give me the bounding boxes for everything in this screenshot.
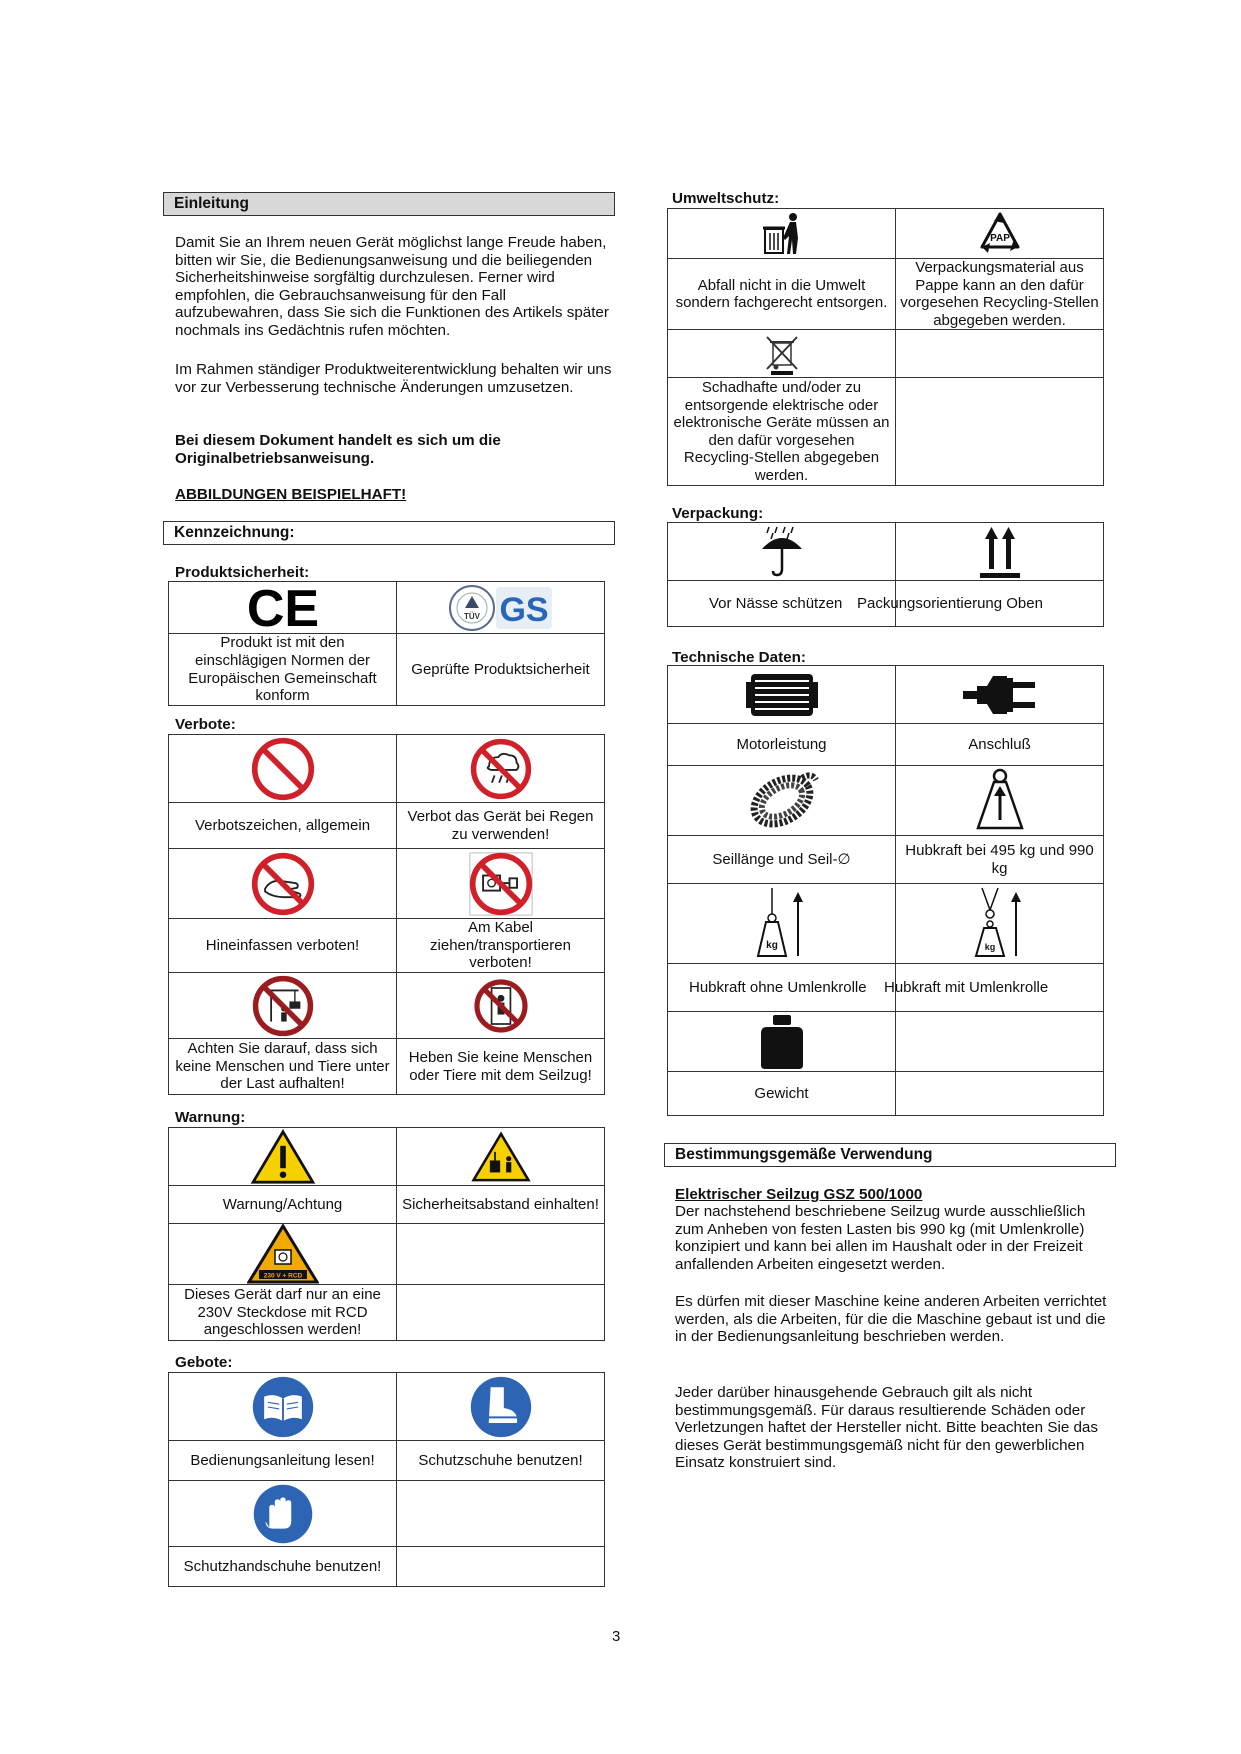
warnung-label: Warnung: xyxy=(175,1109,246,1126)
gs-caption: Geprüfte Produktsicherheit xyxy=(397,634,605,706)
tuv-text: TÜV xyxy=(463,611,480,621)
abbildungen-note: ABBILDUNGEN BEISPIELHAFT! xyxy=(175,486,407,503)
verbot-kabel-cell xyxy=(397,849,605,919)
warnung-rcd-cell xyxy=(169,1224,397,1285)
oben-caption xyxy=(857,581,1104,627)
gs-text: GS xyxy=(498,590,549,629)
verbot-general-caption: Verbotszeichen, allgemein xyxy=(169,803,397,849)
gebote-table xyxy=(168,1372,605,1587)
mit-umlenkrolle-text: Hubkraft mit Umlenkrolle xyxy=(884,978,1049,996)
verpackung-label: Verpackung: xyxy=(672,505,764,522)
umweltschutz-table xyxy=(667,208,1104,486)
gebot-handschuhe-caption: Schutzhandschuhe benutzen! xyxy=(169,1547,397,1587)
seil-caption: Seillänge und Seil-∅ xyxy=(668,836,896,884)
technische-daten-table xyxy=(667,665,1104,1116)
no-rain-icon xyxy=(469,737,533,801)
kg-label-1: kg xyxy=(765,939,778,951)
protective-gloves-icon xyxy=(251,1482,315,1546)
ohne-umlenkrolle-caption xyxy=(668,964,896,1012)
motor-caption: Motorleistung xyxy=(668,724,896,766)
warnung-abstand-caption: Sicherheitsabstand einhalten! xyxy=(397,1186,605,1224)
verbot-seilzug-caption: Heben Sie keine Menschen oder Tiere mit dem Seilzug! xyxy=(397,1039,605,1095)
hoist-without-pulley-icon xyxy=(752,886,812,962)
umwelt-empty-cell xyxy=(896,330,1104,378)
gewicht-caption: Gewicht xyxy=(668,1072,896,1116)
warnung-general-caption: Warnung/Achtung xyxy=(169,1186,397,1224)
weight-icon xyxy=(759,1013,805,1071)
gewicht-cell xyxy=(668,1012,896,1072)
einleitung-title: Einleitung xyxy=(174,195,249,212)
bestimmung-subtitle: Elektrischer Seilzug GSZ 500/1000 xyxy=(675,1186,923,1203)
verbot-unter-last-cell xyxy=(169,973,397,1039)
gs-cell xyxy=(397,582,605,634)
technische-daten-label: Technische Daten: xyxy=(672,649,806,666)
verbote-table xyxy=(168,734,605,1095)
ce-mark-icon xyxy=(233,584,333,632)
lifting-force-icon xyxy=(972,768,1028,834)
mit-umlenkrolle-caption xyxy=(884,964,1104,1012)
verbot-unter-last-caption: Achten Sie darauf, dass sich keine Menschen und Tiere unter der Last aufhalten! xyxy=(169,1039,397,1095)
gebote-label: Gebote: xyxy=(175,1354,233,1371)
warnung-empty-caption xyxy=(397,1285,605,1341)
verbote-label: Verbote: xyxy=(175,716,236,733)
safety-distance-icon xyxy=(471,1130,531,1184)
produktsicherheit-label: Produktsicherheit: xyxy=(175,564,310,581)
naesse-text: Vor Nässe schützen xyxy=(709,594,843,612)
pap-text: PAP xyxy=(989,232,1010,244)
seil-cell xyxy=(668,766,896,836)
bestimmung-header xyxy=(664,1143,1116,1167)
gebot-schuhe-cell xyxy=(397,1373,605,1441)
pap-caption: Verpackungsmaterial aus Pappe kann an den dafür vorgesehen Recycling-Stellen abgegeben werden. xyxy=(896,259,1104,330)
verbot-seilzug-cell xyxy=(397,973,605,1039)
ohne-umlenkrolle-cell xyxy=(668,884,896,964)
verbot-regen-cell xyxy=(397,735,605,803)
abfall-caption: Abfall nicht in die Umwelt sondern fachgerecht entsorgen. xyxy=(668,259,896,330)
ohne-umlenkrolle-text: Hubkraft ohne Umlenkrolle xyxy=(689,978,867,996)
rcd-warning-icon xyxy=(247,1224,319,1284)
naesse-cell xyxy=(668,523,896,581)
bestimmung-paragraph-1: Der nachstehend beschriebene Seilzug wurde ausschließlich zum Anheben von festen Lasten bis 990 kg (mit Umlenkrolle) konzipiert und kann bei allen im Haushalt oder in der Freizeit anfallenden Arbeiten eingesetzt werden. xyxy=(675,1203,1086,1273)
weee-cell xyxy=(668,330,896,378)
einleitung-header xyxy=(163,192,615,216)
verbot-hand-caption: Hineinfassen verboten! xyxy=(169,919,397,973)
verbot-regen-caption: Verbot das Gerät bei Regen zu verwenden! xyxy=(397,803,605,849)
warnung-rcd-caption: Dieses Gerät darf nur an eine 230V Steckdose mit RCD angeschlossen werden! xyxy=(169,1285,397,1341)
no-persons-under-load-icon xyxy=(250,974,316,1038)
read-manual-icon xyxy=(250,1374,316,1440)
oben-cell xyxy=(896,523,1104,581)
mit-umlenkrolle-cell xyxy=(896,884,1104,964)
warnung-table xyxy=(168,1127,605,1341)
bestimmung-paragraph-3: Jeder darüber hinausgehende Gebrauch gilt als nicht bestimmungsgemäß. Für daraus resultierende Schäden oder Verletzungen haftet der Hersteller nicht. Bitte beachten Sie das dieses Gerät bestimmungsgemäß nicht für den gewerblichen Einsatz konstruiert sind. xyxy=(675,1384,1098,1472)
warnung-empty-cell xyxy=(397,1224,605,1285)
weee-crossed-bin-icon xyxy=(762,333,802,375)
ce-mark-text: CE xyxy=(246,583,319,632)
warning-triangle-icon xyxy=(249,1129,317,1185)
verbot-general-cell xyxy=(169,735,397,803)
this-side-up-icon xyxy=(977,525,1023,579)
anschluss-cell xyxy=(896,666,1104,724)
bestimmung-title: Bestimmungsgemäße Verwendung xyxy=(675,1146,933,1163)
anschluss-caption: Anschluß xyxy=(896,724,1104,766)
kg-label-2: kg xyxy=(984,941,995,952)
gebot-anleitung-cell xyxy=(169,1373,397,1441)
pap-recycling-icon xyxy=(974,211,1026,257)
umwelt-empty-caption xyxy=(896,378,1104,486)
warnung-abstand-cell xyxy=(397,1128,605,1186)
hubkraft-caption: Hubkraft bei 495 kg und 990 kg xyxy=(896,836,1104,884)
produktsicherheit-table xyxy=(168,581,605,706)
bestimmung-paragraph-2: Es dürfen mit dieser Maschine keine anderen Arbeiten verrichtet werden, als die Arbeiten, für die die Maschine gebaut ist und die in der Bedienungsanleitung beschrieben werden. xyxy=(675,1293,1107,1346)
rope-coil-icon xyxy=(742,768,822,834)
tuv-gs-icon xyxy=(446,583,556,633)
rcd-icon-text: 230 V + RCD xyxy=(263,1272,302,1280)
motor-cell xyxy=(668,666,896,724)
umweltschutz-label: Umweltschutz: xyxy=(672,190,780,207)
prohibition-icon xyxy=(249,736,317,802)
verbot-hand-cell xyxy=(169,849,397,919)
verpackung-table xyxy=(667,522,1104,627)
gebot-empty-cell xyxy=(397,1481,605,1547)
power-plug-icon xyxy=(961,670,1039,720)
hubkraft-cell xyxy=(896,766,1104,836)
oben-text: Packungsorientierung Oben xyxy=(857,594,1043,612)
pap-cell xyxy=(896,209,1104,259)
warnung-general-cell xyxy=(169,1128,397,1186)
page-number: 3 xyxy=(612,1628,621,1645)
einleitung-paragraph-2: Im Rahmen ständiger Produktweiterentwicklung behalten wir uns vor zur Verbesserung technische Änderungen umzusetzen. xyxy=(175,361,612,396)
ce-cell xyxy=(169,582,397,634)
einleitung-paragraph-1: Damit Sie an Ihrem neuen Gerät möglichst lange Freude haben, bitten wir Sie, die Bedienungsanweisung und die beiliegenden Sicherheitshinweise sorgfältig durchzulesen. Ferner wird empfohlen, die Gebrauchsanweisung für den Fall aufzubewahren, dass Sie sich die Funktionen des Artikels später nochmals ins Gedächtnis rufen möchten. xyxy=(175,234,609,339)
gebot-empty-caption xyxy=(397,1547,605,1587)
waste-bin-icon xyxy=(757,211,807,257)
weee-caption: Schadhafte und/oder zu entsorgende elektrische oder elektronische Geräte müssen an den dafür vorgesehen Recycling-Stellen abgegeben werden. xyxy=(668,378,896,486)
kennzeichnung-header xyxy=(163,521,615,545)
motor-icon xyxy=(743,670,821,720)
gebot-anleitung-text: Bedienungsanleitung lesen! xyxy=(190,1451,375,1469)
hoist-with-pulley-icon xyxy=(970,886,1030,962)
keep-dry-umbrella-icon xyxy=(757,525,807,579)
no-cable-pull-icon xyxy=(466,851,536,917)
verbot-kabel-caption: Am Kabel ziehen/transportieren verboten! xyxy=(397,919,605,973)
no-lifting-people-icon xyxy=(471,976,531,1036)
gebot-schuhe-caption: Schutzschuhe benutzen! xyxy=(397,1441,605,1481)
safety-shoes-icon xyxy=(468,1374,534,1440)
einleitung-paragraph-3: Bei diesem Dokument handelt es sich um die Originalbetriebsanweisung. xyxy=(175,432,501,467)
kennzeichnung-title: Kennzeichnung: xyxy=(174,524,295,541)
technik-empty-caption xyxy=(896,1072,1104,1116)
gebot-handschuhe-cell xyxy=(169,1481,397,1547)
ce-caption: Produkt ist mit den einschlägigen Normen der Europäischen Gemeinschaft konform xyxy=(169,634,397,706)
abfall-cell xyxy=(668,209,896,259)
no-reaching-in-icon xyxy=(248,851,318,917)
technik-empty-cell xyxy=(896,1012,1104,1072)
gebot-anleitung-caption xyxy=(169,1441,397,1481)
